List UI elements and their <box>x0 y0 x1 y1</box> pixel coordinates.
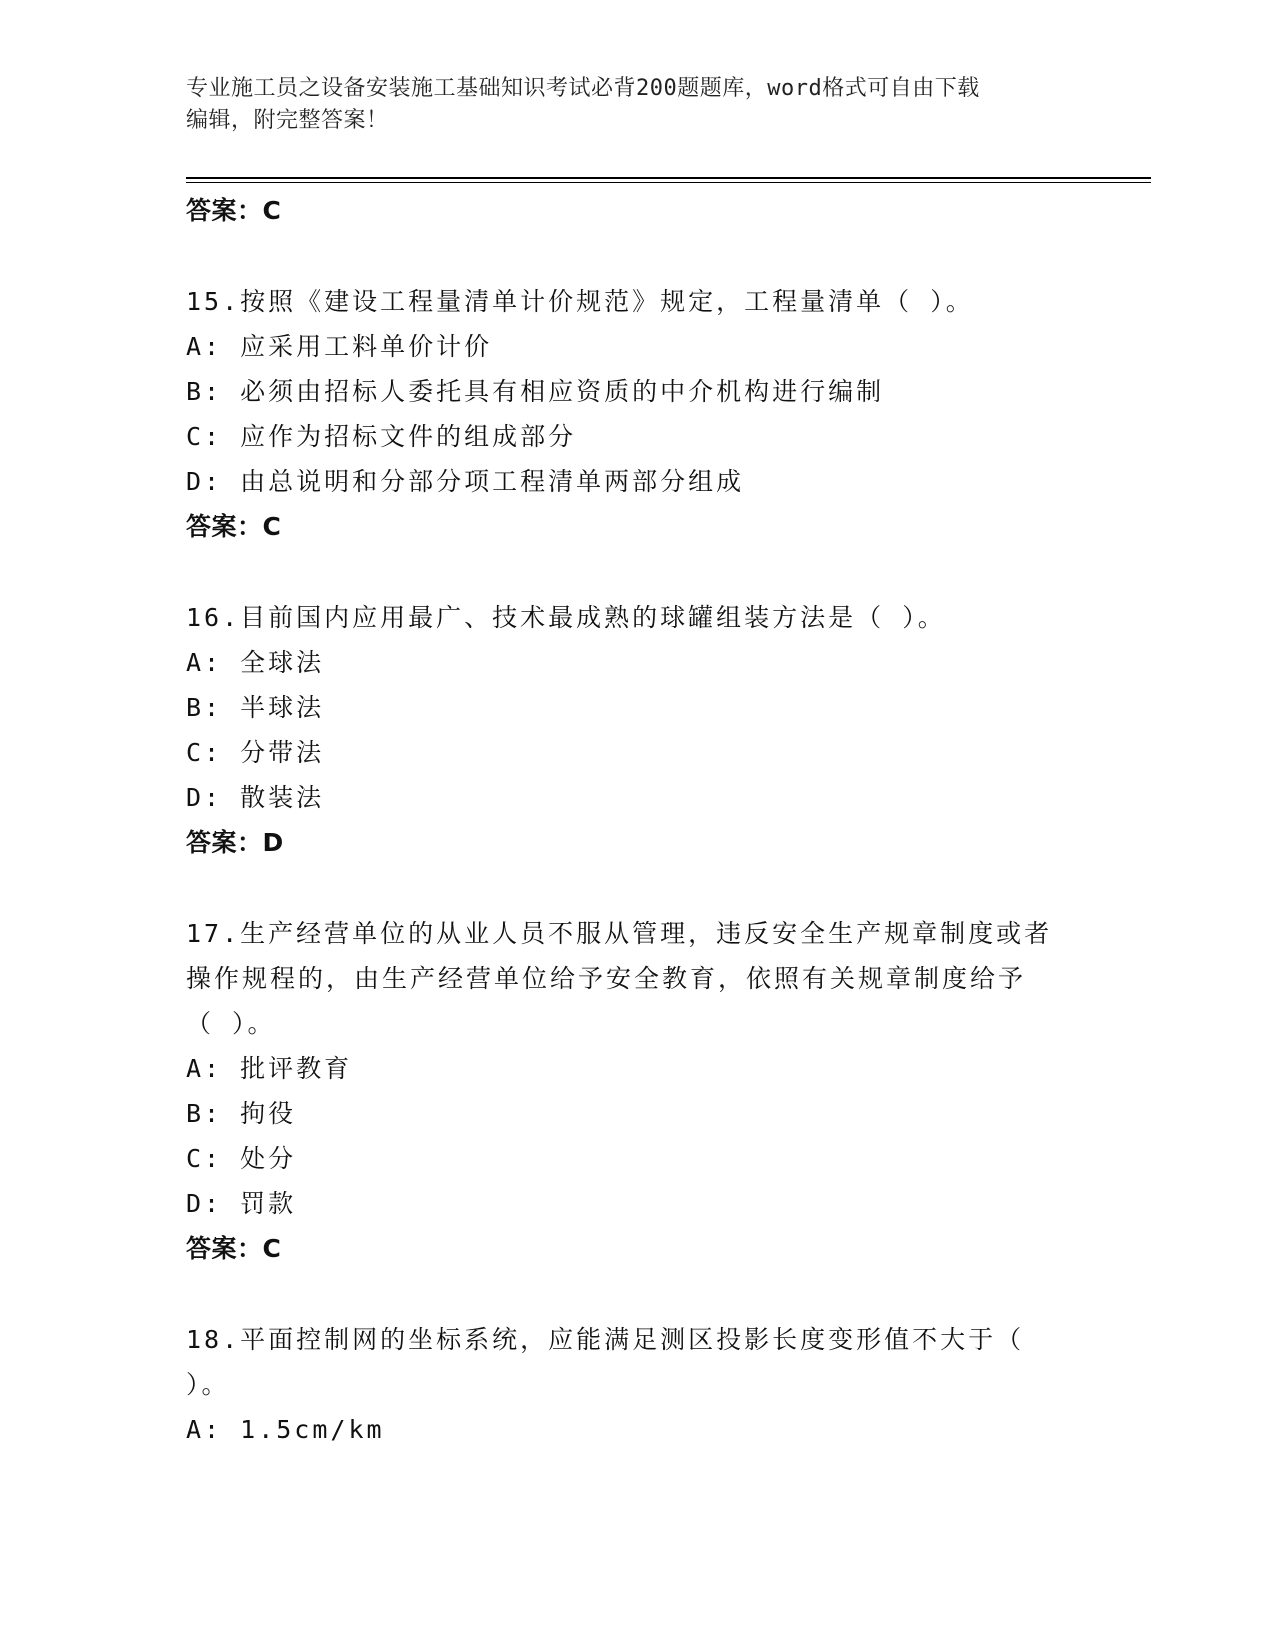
option-d: D: 由总说明和分部分项工程清单两部分组成 <box>186 467 745 496</box>
option-a: A: 全球法 <box>186 648 325 677</box>
question-text: 16.目前国内应用最广、技术最成熟的球罐组装方法是（ ）。 <box>186 603 946 632</box>
option-d: D: 罚款 <box>186 1189 297 1218</box>
question-15 <box>186 279 1086 549</box>
question-text-line-3: （ ）。 <box>186 1009 276 1038</box>
option-a: A: 1.5cm/km <box>186 1415 385 1444</box>
header-line-1: 专业施工员之设备安装施工基础知识考试必背200题题库，word格式可自由下载 <box>186 76 980 101</box>
question-text-line-1: 17.生产经营单位的从业人员不服从管理，违反安全生产规章制度或者 <box>186 919 1053 948</box>
header-line-2: 编辑，附完整答案！ <box>186 108 389 133</box>
option-c: C: 应作为招标文件的组成部分 <box>186 422 577 451</box>
answer: 答案：D <box>186 828 284 857</box>
document-header <box>186 73 1086 137</box>
question-16 <box>186 595 1086 865</box>
option-a: A: 应采用工料单价计价 <box>186 332 493 361</box>
header-rule-thin <box>186 182 1151 183</box>
option-c: C: 分带法 <box>186 738 325 767</box>
option-b: B: 必须由招标人委托具有相应资质的中介机构进行编制 <box>186 377 885 406</box>
option-c: C: 处分 <box>186 1144 297 1173</box>
header-rule-thick <box>186 177 1151 179</box>
answer: 答案：C <box>186 1234 282 1263</box>
option-a: A: 批评教育 <box>186 1054 353 1083</box>
question-17 <box>186 911 1086 1271</box>
option-d: D: 散装法 <box>186 783 325 812</box>
question-18 <box>186 1317 1086 1452</box>
option-b: B: 拘役 <box>186 1099 297 1128</box>
previous-answer: 答案：C <box>186 196 282 225</box>
answer: 答案：C <box>186 512 282 541</box>
question-text-line-2: 操作规程的，由生产经营单位给予安全教育，依照有关规章制度给予 <box>186 964 1027 993</box>
question-text: 15.按照《建设工程量清单计价规范》规定，工程量清单（ ）。 <box>186 287 974 316</box>
question-text-line-2: ）。 <box>186 1370 230 1399</box>
question-text-line-1: 18.平面控制网的坐标系统，应能满足测区投影长度变形值不大于（ <box>186 1325 1025 1354</box>
option-b: B: 半球法 <box>186 693 325 722</box>
question-list <box>186 188 1086 1452</box>
